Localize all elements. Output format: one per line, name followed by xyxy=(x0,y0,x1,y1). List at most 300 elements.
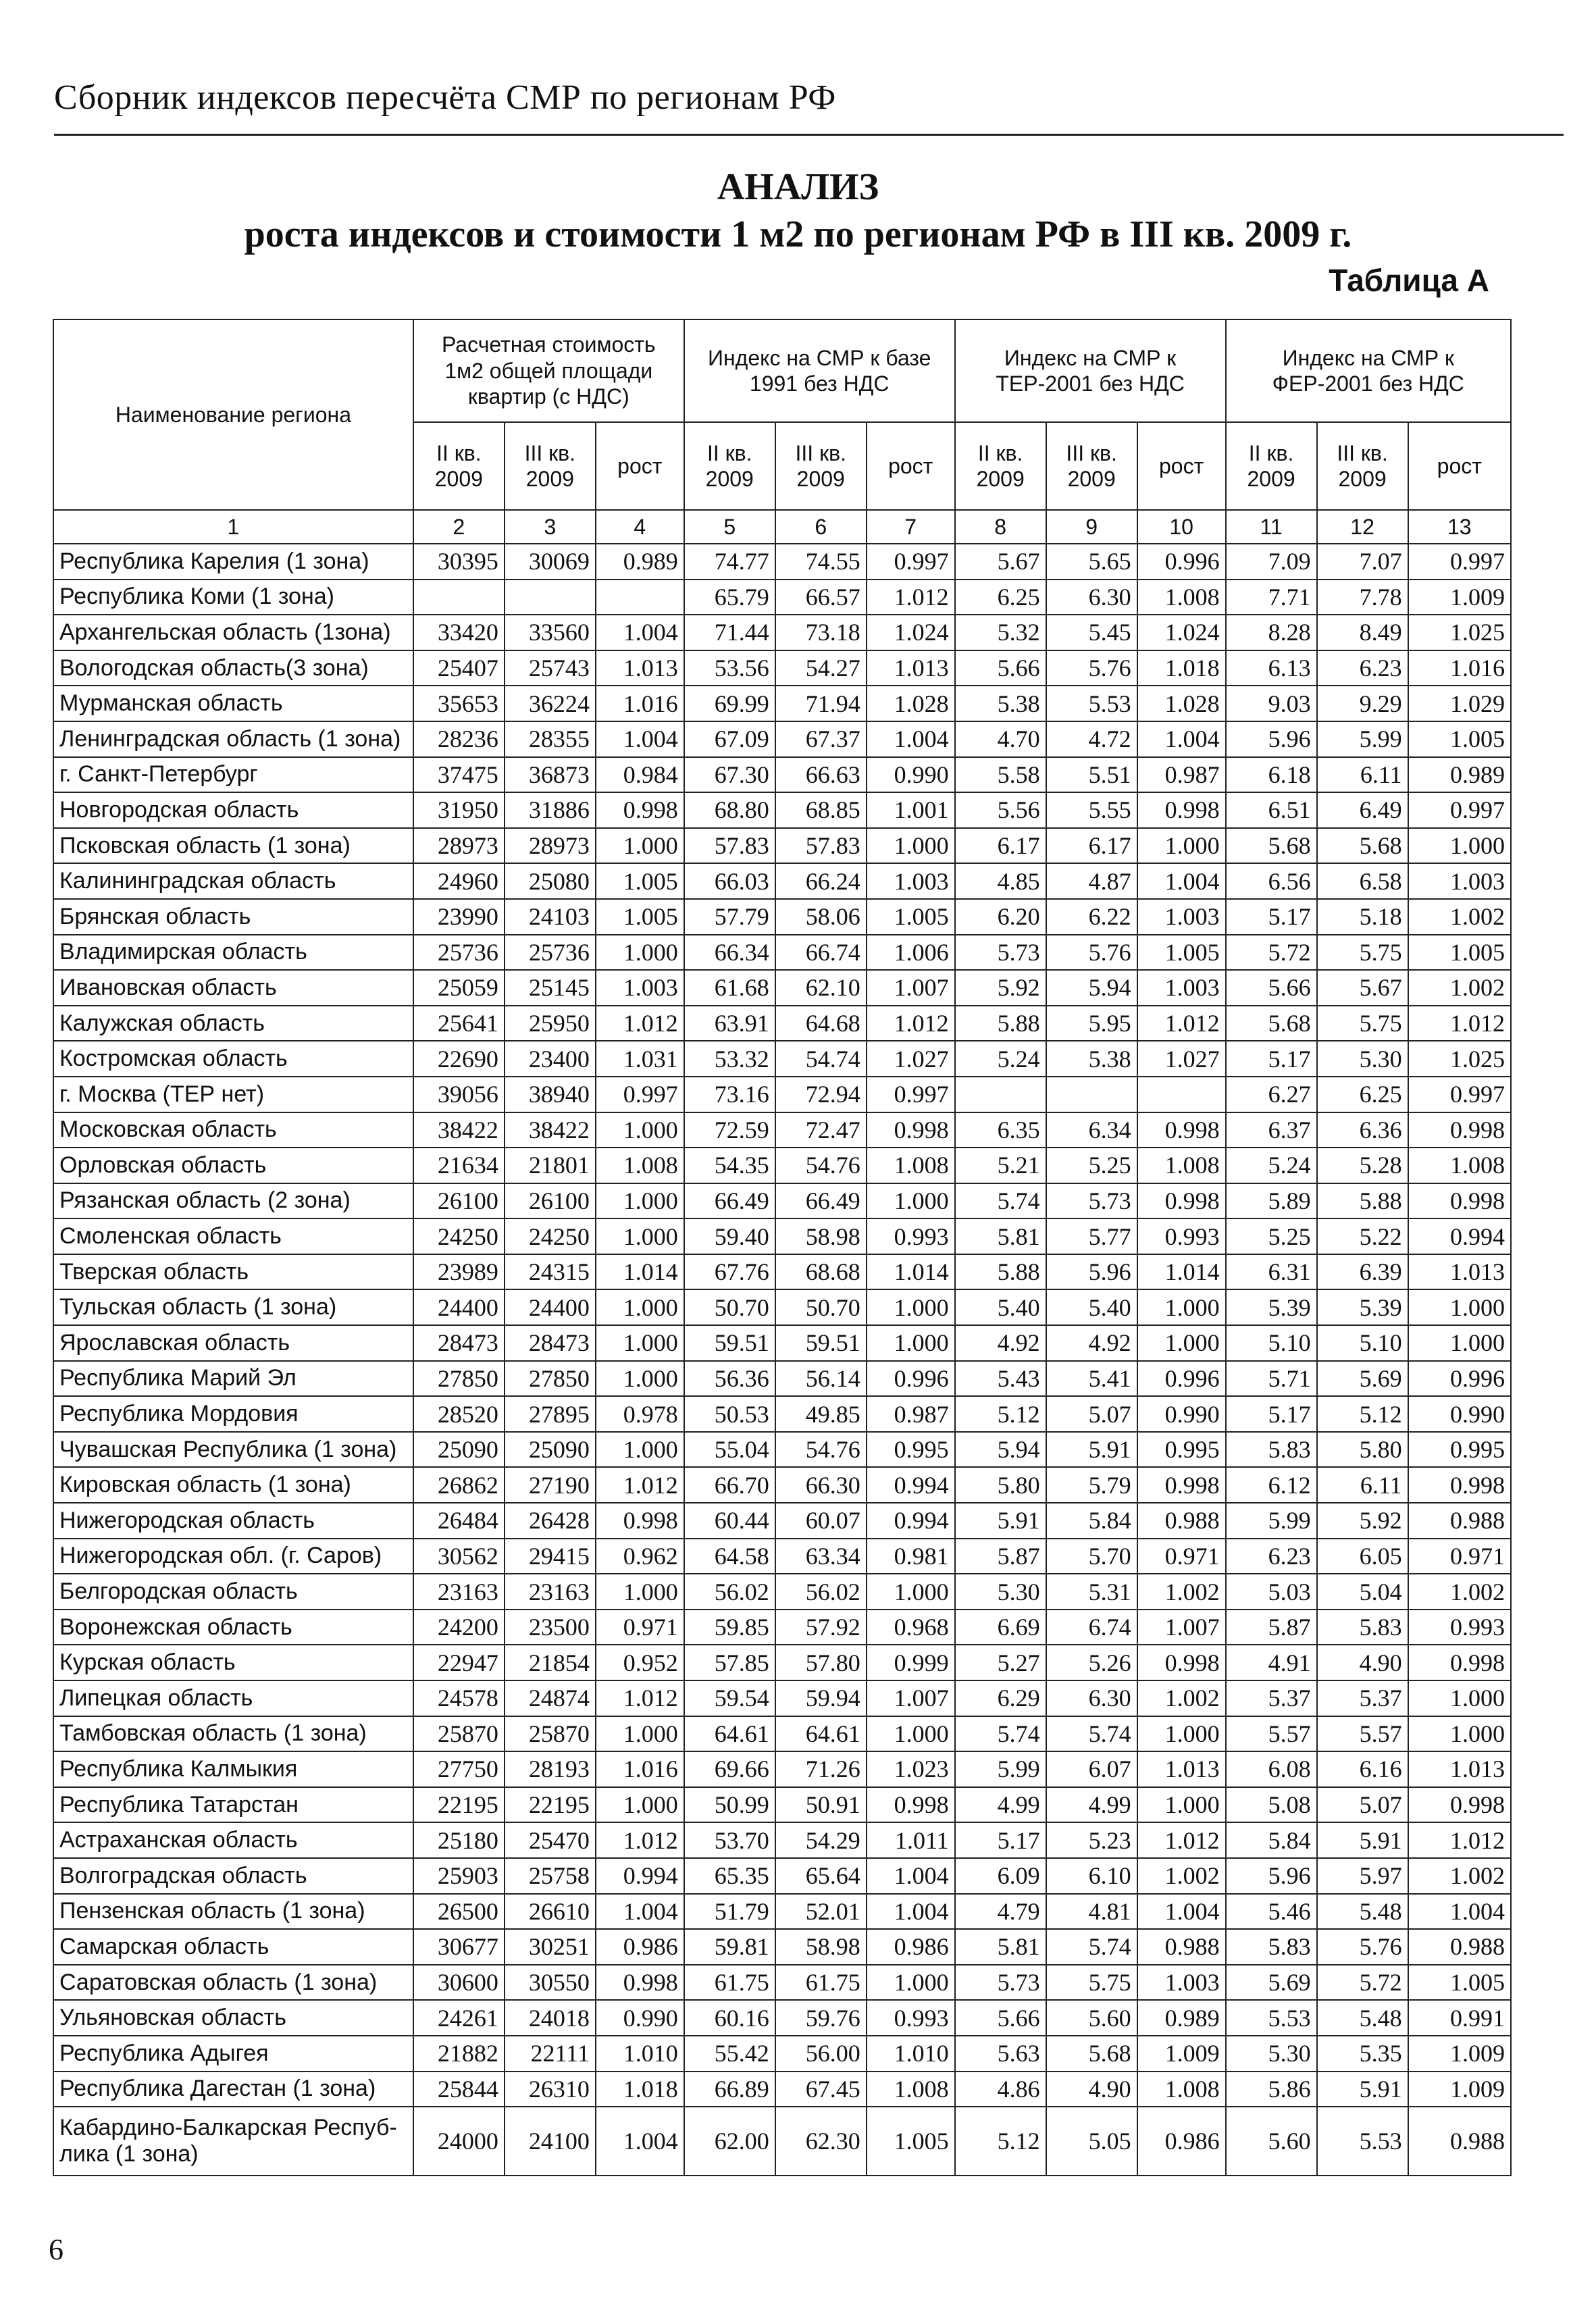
value-cell: 1.002 xyxy=(1408,899,1511,935)
value-cell: 54.76 xyxy=(775,1432,867,1468)
value-cell: 25090 xyxy=(505,1432,596,1468)
region-name: Самарская область xyxy=(53,1929,413,1965)
value-cell: 24315 xyxy=(505,1254,596,1290)
value-cell: 4.70 xyxy=(955,721,1046,757)
value-cell: 6.13 xyxy=(1226,650,1317,686)
value-cell: 6.25 xyxy=(1317,1077,1408,1112)
value-cell: 5.72 xyxy=(1226,935,1317,971)
value-cell: 6.12 xyxy=(1226,1467,1317,1503)
value-cell: 6.05 xyxy=(1317,1539,1408,1574)
value-cell: 1.016 xyxy=(1408,650,1511,686)
value-cell: 6.51 xyxy=(1226,792,1317,828)
table-row xyxy=(53,1432,1511,1468)
value-cell: 1.000 xyxy=(596,1183,684,1219)
value-cell: 26500 xyxy=(413,1894,505,1930)
table-row xyxy=(53,580,1511,615)
value-cell: 6.07 xyxy=(1046,1751,1137,1787)
column-number: 3 xyxy=(505,510,596,544)
value-cell: 25145 xyxy=(505,970,596,1006)
value-cell: 24250 xyxy=(505,1218,596,1254)
value-cell: 4.90 xyxy=(1317,1645,1408,1680)
value-cell: 74.55 xyxy=(775,544,867,580)
value-cell: 21854 xyxy=(505,1645,596,1680)
value-cell: 1.002 xyxy=(1408,970,1511,1006)
value-cell: 1.005 xyxy=(867,899,955,935)
region-name: Орловская область xyxy=(53,1148,413,1183)
value-cell: 25407 xyxy=(413,650,505,686)
value-cell: 0.998 xyxy=(596,1965,684,2001)
value-cell: 0.998 xyxy=(1137,1183,1226,1219)
value-cell: 67.30 xyxy=(684,757,775,793)
value-cell: 24400 xyxy=(413,1289,505,1325)
region-name: Калининградская область xyxy=(53,863,413,899)
column-number: 4 xyxy=(596,510,684,544)
sub-header-cell: III кв. 2009 xyxy=(1317,422,1408,510)
table-row xyxy=(53,2107,1511,2176)
value-cell: 5.88 xyxy=(1317,1183,1408,1219)
region-name: Рязанская область (2 зона) xyxy=(53,1183,413,1219)
value-cell: 59.51 xyxy=(775,1325,867,1361)
value-cell: 5.92 xyxy=(1317,1503,1408,1539)
table-row xyxy=(53,1751,1511,1787)
value-cell: 56.02 xyxy=(684,1574,775,1610)
value-cell: 1.003 xyxy=(1137,899,1226,935)
value-cell: 50.70 xyxy=(684,1289,775,1325)
value-cell: 64.61 xyxy=(684,1716,775,1752)
regional-index-table xyxy=(53,319,1512,2176)
value-cell: 60.16 xyxy=(684,2000,775,2036)
value-cell: 1.003 xyxy=(1408,863,1511,899)
value-cell: 69.99 xyxy=(684,686,775,721)
value-cell: 1.002 xyxy=(1408,1574,1511,1610)
value-cell: 1.004 xyxy=(867,1858,955,1894)
value-cell: 0.989 xyxy=(596,544,684,580)
value-cell: 1.000 xyxy=(1137,1325,1226,1361)
table-row xyxy=(53,1289,1511,1325)
value-cell: 0.998 xyxy=(1408,1467,1511,1503)
table-row xyxy=(53,1716,1511,1752)
value-cell: 1.010 xyxy=(596,2036,684,2072)
value-cell: 1.003 xyxy=(1137,970,1226,1006)
value-cell: 28236 xyxy=(413,721,505,757)
value-cell: 53.56 xyxy=(684,650,775,686)
value-cell: 72.94 xyxy=(775,1077,867,1112)
value-cell: 29415 xyxy=(505,1539,596,1574)
value-cell: 0.995 xyxy=(1408,1432,1511,1468)
region-name: Астраханская область xyxy=(53,1822,413,1858)
value-cell: 0.988 xyxy=(1408,1929,1511,1965)
page-subtitle: роста индексов и стоимости 1 м2 по регионам РФ в III кв. 2009 г. xyxy=(244,213,1352,255)
value-cell: 23990 xyxy=(413,899,505,935)
value-cell: 59.76 xyxy=(775,2000,867,2036)
value-cell: 1.018 xyxy=(1137,650,1226,686)
value-cell: 25736 xyxy=(413,935,505,971)
value-cell: 0.968 xyxy=(867,1610,955,1645)
value-cell: 24874 xyxy=(505,1680,596,1716)
value-cell: 56.00 xyxy=(775,2036,867,2072)
region-name: Владимирская область xyxy=(53,935,413,971)
value-cell: 5.87 xyxy=(1226,1610,1317,1645)
value-cell: 5.32 xyxy=(955,615,1046,650)
sub-header-cell: III кв. 2009 xyxy=(1046,422,1137,510)
value-cell: 69.66 xyxy=(684,1751,775,1787)
value-cell: 66.57 xyxy=(775,580,867,615)
value-cell: 5.96 xyxy=(1046,1254,1137,1290)
column-number: 10 xyxy=(1137,510,1226,544)
value-cell: 5.21 xyxy=(955,1148,1046,1183)
table-row xyxy=(53,1787,1511,1823)
value-cell: 33560 xyxy=(505,615,596,650)
value-cell: 5.69 xyxy=(1317,1361,1408,1397)
value-cell: 1.001 xyxy=(867,792,955,828)
value-cell: 1.000 xyxy=(1137,1787,1226,1823)
value-cell: 1.031 xyxy=(596,1041,684,1077)
sub-header-cell: II кв. 2009 xyxy=(684,422,775,510)
value-cell: 1.000 xyxy=(1408,1716,1511,1752)
value-cell: 5.99 xyxy=(955,1751,1046,1787)
value-cell: 1.004 xyxy=(867,721,955,757)
value-cell: 28520 xyxy=(413,1396,505,1432)
value-cell: 5.08 xyxy=(1226,1787,1317,1823)
value-cell: 1.012 xyxy=(867,1006,955,1042)
value-cell: 9.03 xyxy=(1226,686,1317,721)
value-cell: 22195 xyxy=(505,1787,596,1823)
region-name: Тульская область (1 зона) xyxy=(53,1289,413,1325)
value-cell: 1.000 xyxy=(596,1787,684,1823)
value-cell: 5.68 xyxy=(1317,828,1408,864)
value-cell: 5.69 xyxy=(1226,1965,1317,2001)
value-cell: 0.997 xyxy=(1408,1077,1511,1112)
value-cell: 0.998 xyxy=(1408,1787,1511,1823)
value-cell: 5.38 xyxy=(1046,1041,1137,1077)
value-cell: 0.997 xyxy=(1408,792,1511,828)
page-number: 6 xyxy=(49,2233,63,2266)
column-number: 8 xyxy=(955,510,1046,544)
sub-header-cell: II кв. 2009 xyxy=(1226,422,1317,510)
value-cell: 25180 xyxy=(413,1822,505,1858)
value-cell: 30251 xyxy=(505,1929,596,1965)
value-cell: 5.99 xyxy=(1226,1503,1317,1539)
value-cell: 5.67 xyxy=(1317,970,1408,1006)
value-cell: 5.56 xyxy=(955,792,1046,828)
value-cell: 22690 xyxy=(413,1041,505,1077)
value-cell: 28973 xyxy=(413,828,505,864)
value-cell: 5.66 xyxy=(955,650,1046,686)
value-cell: 0.998 xyxy=(1137,1112,1226,1148)
value-cell: 5.55 xyxy=(1046,792,1137,828)
value-cell: 5.53 xyxy=(1317,2107,1408,2176)
value-cell: 1.016 xyxy=(596,1751,684,1787)
value-cell: 54.29 xyxy=(775,1822,867,1858)
value-cell: 6.29 xyxy=(955,1680,1046,1716)
value-cell: 1.027 xyxy=(1137,1041,1226,1077)
value-cell: 23163 xyxy=(413,1574,505,1610)
value-cell: 25641 xyxy=(413,1006,505,1042)
value-cell: 1.025 xyxy=(1408,615,1511,650)
value-cell: 1.005 xyxy=(1408,721,1511,757)
value-cell: 1.004 xyxy=(1408,1894,1511,1930)
value-cell: 6.09 xyxy=(955,1858,1046,1894)
column-number: 6 xyxy=(775,510,867,544)
value-cell: 5.38 xyxy=(955,686,1046,721)
value-cell: 53.32 xyxy=(684,1041,775,1077)
value-cell: 6.27 xyxy=(1226,1077,1317,1112)
value-cell: 0.990 xyxy=(596,2000,684,2036)
table-row xyxy=(53,863,1511,899)
value-cell: 5.73 xyxy=(1046,1183,1137,1219)
value-cell: 5.22 xyxy=(1317,1218,1408,1254)
value-cell: 7.71 xyxy=(1226,580,1317,615)
value-cell: 62.30 xyxy=(775,2107,867,2176)
value-cell: 1.000 xyxy=(596,1112,684,1148)
value-cell: 1.027 xyxy=(867,1041,955,1077)
value-cell: 5.28 xyxy=(1317,1148,1408,1183)
value-cell: 1.012 xyxy=(596,1822,684,1858)
value-cell: 5.30 xyxy=(1317,1041,1408,1077)
value-cell: 5.40 xyxy=(1046,1289,1137,1325)
value-cell: 5.88 xyxy=(955,1006,1046,1042)
value-cell: 0.989 xyxy=(1137,2000,1226,2036)
value-cell: 0.988 xyxy=(1137,1503,1226,1539)
value-cell: 8.28 xyxy=(1226,615,1317,650)
region-name: Белгородская область xyxy=(53,1574,413,1610)
value-cell: 30395 xyxy=(413,544,505,580)
value-cell: 1.000 xyxy=(1408,1289,1511,1325)
value-cell: 66.74 xyxy=(775,935,867,971)
value-cell: 66.49 xyxy=(775,1183,867,1219)
value-cell: 1.000 xyxy=(867,1716,955,1752)
group-header-index-1991: Индекс на СМР к базе 1991 без НДС xyxy=(684,319,955,422)
value-cell: 64.58 xyxy=(684,1539,775,1574)
value-cell: 57.85 xyxy=(684,1645,775,1680)
value-cell: 0.998 xyxy=(1408,1183,1511,1219)
value-cell: 0.998 xyxy=(867,1787,955,1823)
value-cell: 1.002 xyxy=(1137,1858,1226,1894)
value-cell: 4.85 xyxy=(955,863,1046,899)
value-cell: 24261 xyxy=(413,2000,505,2036)
value-cell: 1.024 xyxy=(1137,615,1226,650)
value-cell: 64.68 xyxy=(775,1006,867,1042)
value-cell: 28473 xyxy=(505,1325,596,1361)
value-cell: 57.80 xyxy=(775,1645,867,1680)
value-cell: 5.74 xyxy=(955,1183,1046,1219)
value-cell: 56.36 xyxy=(684,1361,775,1397)
value-cell: 5.83 xyxy=(1226,1929,1317,1965)
value-cell: 5.88 xyxy=(955,1254,1046,1290)
value-cell: 1.023 xyxy=(867,1751,955,1787)
region-name: Республика Коми (1 зона) xyxy=(53,580,413,615)
value-cell: 5.25 xyxy=(1046,1148,1137,1183)
value-cell: 1.007 xyxy=(867,970,955,1006)
value-cell: 71.26 xyxy=(775,1751,867,1787)
value-cell: 7.78 xyxy=(1317,580,1408,615)
value-cell: 1.002 xyxy=(1137,1680,1226,1716)
table-row xyxy=(53,544,1511,580)
value-cell: 5.18 xyxy=(1317,899,1408,935)
value-cell: 6.31 xyxy=(1226,1254,1317,1290)
table-row xyxy=(53,1041,1511,1077)
value-cell: 5.66 xyxy=(1226,970,1317,1006)
value-cell: 0.994 xyxy=(1408,1218,1511,1254)
sub-header-cell: рост xyxy=(1408,422,1511,510)
value-cell: 25743 xyxy=(505,650,596,686)
region-name: г. Москва (ТЕР нет) xyxy=(53,1077,413,1112)
region-name: Тамбовская область (1 зона) xyxy=(53,1716,413,1752)
value-cell: 72.59 xyxy=(684,1112,775,1148)
value-cell: 35653 xyxy=(413,686,505,721)
value-cell: 54.27 xyxy=(775,650,867,686)
value-cell: 22195 xyxy=(413,1787,505,1823)
value-cell: 1.007 xyxy=(1137,1610,1226,1645)
value-cell: 1.000 xyxy=(596,1325,684,1361)
value-cell: 68.85 xyxy=(775,792,867,828)
value-cell: 5.84 xyxy=(1226,1822,1317,1858)
value-cell: 5.45 xyxy=(1046,615,1137,650)
value-cell: 25844 xyxy=(413,2072,505,2107)
sub-header-cell: III кв. 2009 xyxy=(505,422,596,510)
value-cell: 1.003 xyxy=(867,863,955,899)
value-cell: 5.04 xyxy=(1317,1574,1408,1610)
region-name: Республика Калмыкия xyxy=(53,1751,413,1787)
value-cell: 0.993 xyxy=(867,2000,955,2036)
value-cell: 5.75 xyxy=(1317,935,1408,971)
value-cell: 6.10 xyxy=(1046,1858,1137,1894)
region-name: Чувашская Республика (1 зона) xyxy=(53,1432,413,1468)
value-cell: 5.57 xyxy=(1226,1716,1317,1752)
value-cell: 59.51 xyxy=(684,1325,775,1361)
value-cell: 67.45 xyxy=(775,2072,867,2107)
region-name: Псковская область (1 зона) xyxy=(53,828,413,864)
value-cell: 5.46 xyxy=(1226,1894,1317,1930)
value-cell: 0.994 xyxy=(596,1858,684,1894)
value-cell: 0.998 xyxy=(1137,1645,1226,1680)
value-cell: 1.000 xyxy=(596,1432,684,1468)
value-cell: 72.47 xyxy=(775,1112,867,1148)
region-name: Кировская область (1 зона) xyxy=(53,1467,413,1503)
group-header-cost: Расчетная стоимость 1м2 общей площади квартир (с НДС) xyxy=(413,319,684,422)
value-cell: 24100 xyxy=(505,2107,596,2176)
value-cell: 4.99 xyxy=(1046,1787,1137,1823)
value-cell: 1.000 xyxy=(867,1325,955,1361)
value-cell: 4.91 xyxy=(1226,1645,1317,1680)
value-cell: 5.63 xyxy=(955,2036,1046,2072)
value-cell: 5.17 xyxy=(1226,899,1317,935)
value-cell: 24200 xyxy=(413,1610,505,1645)
value-cell: 0.984 xyxy=(596,757,684,793)
value-cell: 24578 xyxy=(413,1680,505,1716)
value-cell: 56.02 xyxy=(775,1574,867,1610)
region-name: Архангельская область (1зона) xyxy=(53,615,413,650)
region-name: Брянская область xyxy=(53,899,413,935)
value-cell: 5.81 xyxy=(955,1929,1046,1965)
value-cell: 56.14 xyxy=(775,1361,867,1397)
value-cell: 33420 xyxy=(413,615,505,650)
value-cell: 6.23 xyxy=(1317,650,1408,686)
table-row xyxy=(53,792,1511,828)
value-cell: 5.87 xyxy=(955,1539,1046,1574)
value-cell: 0.971 xyxy=(1137,1539,1226,1574)
value-cell: 24018 xyxy=(505,2000,596,2036)
value-cell: 5.75 xyxy=(1046,1965,1137,2001)
value-cell: 1.000 xyxy=(1408,828,1511,864)
value-cell: 5.17 xyxy=(955,1822,1046,1858)
value-cell: 1.000 xyxy=(1408,1680,1511,1716)
table-row xyxy=(53,899,1511,935)
value-cell: 1.013 xyxy=(596,650,684,686)
region-name: Республика Адыгея xyxy=(53,2036,413,2072)
table-row xyxy=(53,1645,1511,1680)
value-cell: 25870 xyxy=(505,1716,596,1752)
value-cell: 5.57 xyxy=(1317,1716,1408,1752)
value-cell: 5.97 xyxy=(1317,1858,1408,1894)
value-cell: 0.996 xyxy=(1137,1361,1226,1397)
value-cell: 1.004 xyxy=(596,615,684,650)
value-cell: 0.998 xyxy=(1408,1112,1511,1148)
table-row xyxy=(53,1112,1511,1148)
page-title: АНАЛИЗ xyxy=(717,166,879,208)
region-name: Республика Татарстан xyxy=(53,1787,413,1823)
value-cell: 0.997 xyxy=(596,1077,684,1112)
value-cell: 1.029 xyxy=(1408,686,1511,721)
value-cell: 0.998 xyxy=(596,1503,684,1539)
value-cell: 50.70 xyxy=(775,1289,867,1325)
value-cell: 5.96 xyxy=(1226,721,1317,757)
value-cell: 1.005 xyxy=(596,863,684,899)
sub-header-cell: рост xyxy=(867,422,955,510)
value-cell: 0.997 xyxy=(867,1077,955,1112)
value-cell: 0.998 xyxy=(1137,792,1226,828)
table-row xyxy=(53,828,1511,864)
value-cell: 36873 xyxy=(505,757,596,793)
value-cell: 1.005 xyxy=(1137,935,1226,971)
value-cell: 5.51 xyxy=(1046,757,1137,793)
value-cell: 0.998 xyxy=(867,1112,955,1148)
region-name: Воронежская область xyxy=(53,1610,413,1645)
table-row xyxy=(53,1396,1511,1432)
value-cell: 61.68 xyxy=(684,970,775,1006)
value-cell: 4.92 xyxy=(1046,1325,1137,1361)
value-cell: 5.91 xyxy=(1317,2072,1408,2107)
value-cell: 0.987 xyxy=(1137,757,1226,793)
value-cell: 5.12 xyxy=(955,2107,1046,2176)
value-cell: 27750 xyxy=(413,1751,505,1787)
value-cell: 66.34 xyxy=(684,935,775,971)
value-cell: 4.81 xyxy=(1046,1894,1137,1930)
group-header-index-fer: Индекс на СМР к ФЕР-2001 без НДС xyxy=(1226,319,1511,422)
value-cell: 0.988 xyxy=(1137,1929,1226,1965)
value-cell: 71.44 xyxy=(684,615,775,650)
value-cell: 28355 xyxy=(505,721,596,757)
value-cell: 5.73 xyxy=(955,935,1046,971)
value-cell: 0.971 xyxy=(1408,1539,1511,1574)
sub-header-cell: II кв. 2009 xyxy=(955,422,1046,510)
column-number: 5 xyxy=(684,510,775,544)
value-cell: 59.54 xyxy=(684,1680,775,1716)
value-cell: 1.004 xyxy=(1137,863,1226,899)
table-row xyxy=(53,1148,1511,1183)
value-cell: 1.011 xyxy=(867,1822,955,1858)
value-cell: 8.49 xyxy=(1317,615,1408,650)
value-cell: 6.74 xyxy=(1046,1610,1137,1645)
value-cell: 55.04 xyxy=(684,1432,775,1468)
sub-header-cell: III кв. 2009 xyxy=(775,422,867,510)
value-cell xyxy=(505,580,596,615)
value-cell: 5.68 xyxy=(1226,1006,1317,1042)
table-label: Таблица А xyxy=(1329,263,1489,298)
value-cell: 5.74 xyxy=(1046,1716,1137,1752)
value-cell: 4.87 xyxy=(1046,863,1137,899)
value-cell: 5.27 xyxy=(955,1645,1046,1680)
